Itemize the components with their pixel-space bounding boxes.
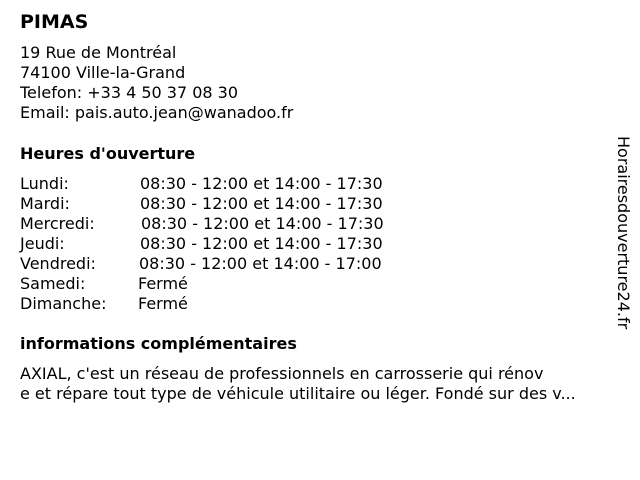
- email-line: [20, 103, 293, 123]
- additional-info-text: [20, 364, 630, 404]
- opening-hours-heading: Heures d'ouverture: [20, 144, 196, 163]
- contact-block: [20, 43, 293, 123]
- hours-value: Fermé: [138, 294, 188, 313]
- hours-value: Fermé: [138, 274, 188, 293]
- site-watermark: Horairesdouverture24.fr: [614, 136, 633, 330]
- phone-number: Telefon: +33 4 50 37 08 30: [20, 83, 239, 102]
- day-label: Lundi:: [20, 174, 69, 193]
- day-label: Mardi:: [20, 194, 70, 213]
- hours-value: 08:30 - 12:00 et 14:00 - 17:30: [141, 214, 384, 233]
- email-label: Email:: [20, 103, 75, 122]
- day-label: Jeudi:: [20, 234, 65, 253]
- city-address: 74100 Ville-la-Grand: [20, 63, 186, 82]
- hours-value: 08:30 - 12:00 et 14:00 - 17:00: [139, 254, 382, 273]
- hours-value: 08:30 - 12:00 et 14:00 - 17:30: [140, 174, 383, 193]
- info-text-line: e et répare tout type de véhicule utilitaire ou léger. Fondé sur des v...: [20, 384, 576, 403]
- day-label: Vendredi:: [20, 254, 96, 273]
- info-text-line: AXIAL, c'est un réseau de professionnels en carrosserie qui rénov: [20, 364, 544, 383]
- email-link[interactable]: pais.auto.jean@wanadoo.fr: [74, 103, 294, 122]
- hours-value: 08:30 - 12:00 et 14:00 - 17:30: [140, 234, 383, 253]
- day-label: Samedi:: [20, 274, 86, 293]
- day-label: Mercredi:: [20, 214, 95, 233]
- day-label: Dimanche:: [20, 294, 107, 313]
- additional-info-heading: informations complémentaires: [20, 334, 297, 353]
- business-name: PIMAS: [20, 11, 89, 33]
- street-address: 19 Rue de Montréal: [20, 43, 177, 62]
- hours-value: 08:30 - 12:00 et 14:00 - 17:30: [140, 194, 383, 213]
